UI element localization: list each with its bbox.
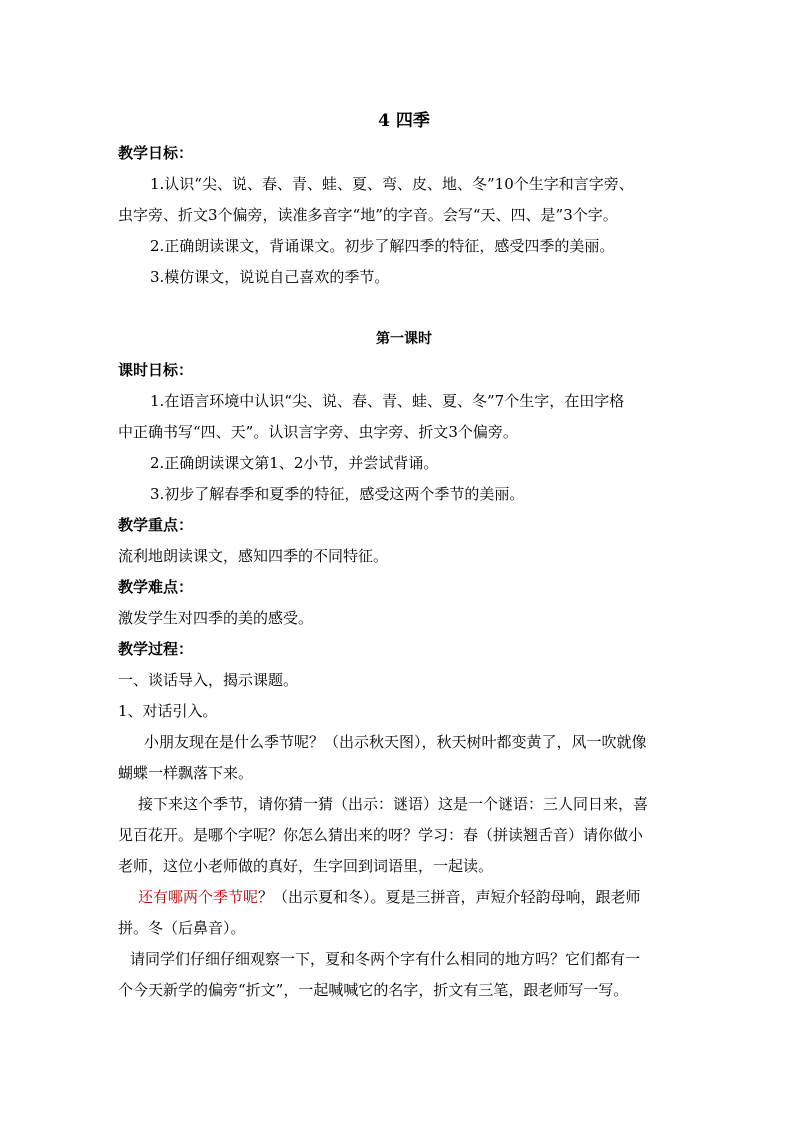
lesson-goal-1-line2: 中正确书写“四、天”。认识言字旁、虫字旁、折文3个偏旁。: [118, 423, 518, 441]
difficulty-text: 激发学生对四季的美的感受。: [118, 609, 314, 627]
paragraph-1-line1: 小朋友现在是什么季节呢？（出示秋天图），秋天树叶都变黄了，风一吹就像: [144, 733, 647, 751]
paragraph-2-line2: 见百花开。是哪个字呢？你怎么猜出来的呀？学习：春（拼读翘舌音）请你做小: [118, 826, 644, 844]
teaching-goal-1-line2: 虫字旁、折文3个偏旁，读准多音字“地”的字音。会写“天、四、是”3个字。: [118, 206, 618, 224]
key-point-heading: 教学重点：: [118, 516, 194, 534]
process-step-1-1: 1、对话引入。: [118, 702, 218, 720]
lesson-heading: 第一课时: [376, 331, 432, 347]
lesson-goals-heading: 课时日标：: [118, 361, 194, 379]
teaching-goal-2: 2.正确朗读课文，背诵课文。初步了解四季的特征，感受四季的美丽。: [150, 237, 615, 255]
teaching-goal-3: 3.模仿课文，说说自己喜欢的季节。: [150, 268, 390, 286]
key-point-text: 流利地朗读课文，感知四季的不同特征。: [118, 547, 389, 565]
process-heading: 教学过程：: [118, 640, 194, 658]
document-page: [118, 104, 690, 1006]
paragraph-2-line1: 接下来这个季节，请你猜一猜（出示：谜语）这是一个谜语：三人同日来，喜: [138, 795, 649, 813]
difficulty-heading: 教学难点：: [118, 578, 194, 596]
highlighted-question: 还有哪两个季节呢: [138, 888, 259, 906]
paragraph-3-line1: [118, 882, 690, 913]
paragraph-3-line1-rest: ？（出示夏和冬）。夏是三拼音，声短介轻韵母响，跟老师: [258, 888, 641, 906]
lesson-goal-3: 3.初步了解春季和夏季的特征，感受这两个季节的美丽。: [150, 485, 525, 503]
teaching-goal-1-line1: 1.认识“尖、说、春、青、蛙、夏、弯、皮、地、冬”10个生字和言字旁、: [150, 175, 634, 193]
paragraph-2-line3: 老师，这位小老师做的真好，生字回到词语里，一起读。: [118, 857, 494, 875]
lesson-goal-2: 2.正确朗读课文第1、2小节，并尝试背诵。: [150, 454, 439, 472]
paragraph-1-line2: 蝴蝶一样飘落下来。: [118, 764, 254, 782]
process-step-1: 一、谈话导入，揭示课题。: [118, 671, 299, 689]
section-spacer: [118, 293, 690, 324]
document-title: 4 四季: [378, 111, 430, 131]
paragraph-4-line1: 请同学们仔细仔细观察一下，夏和冬两个字有什么相同的地方吗？它们都有一: [130, 950, 641, 968]
teaching-goals-heading: 教学日标：: [118, 144, 194, 162]
lesson-goal-1-line1: 1.在语言环境中认识“尖、说、春、青、蛙、夏、冬”7个生字，在田字格: [150, 392, 625, 410]
paragraph-3-line2: 拼。冬（后鼻音）。: [118, 919, 246, 937]
paragraph-4-line2: 个今天新学的偏旁“折文”，一起喊喊它的名字，折文有三笔，跟老师写一写。: [118, 981, 629, 999]
